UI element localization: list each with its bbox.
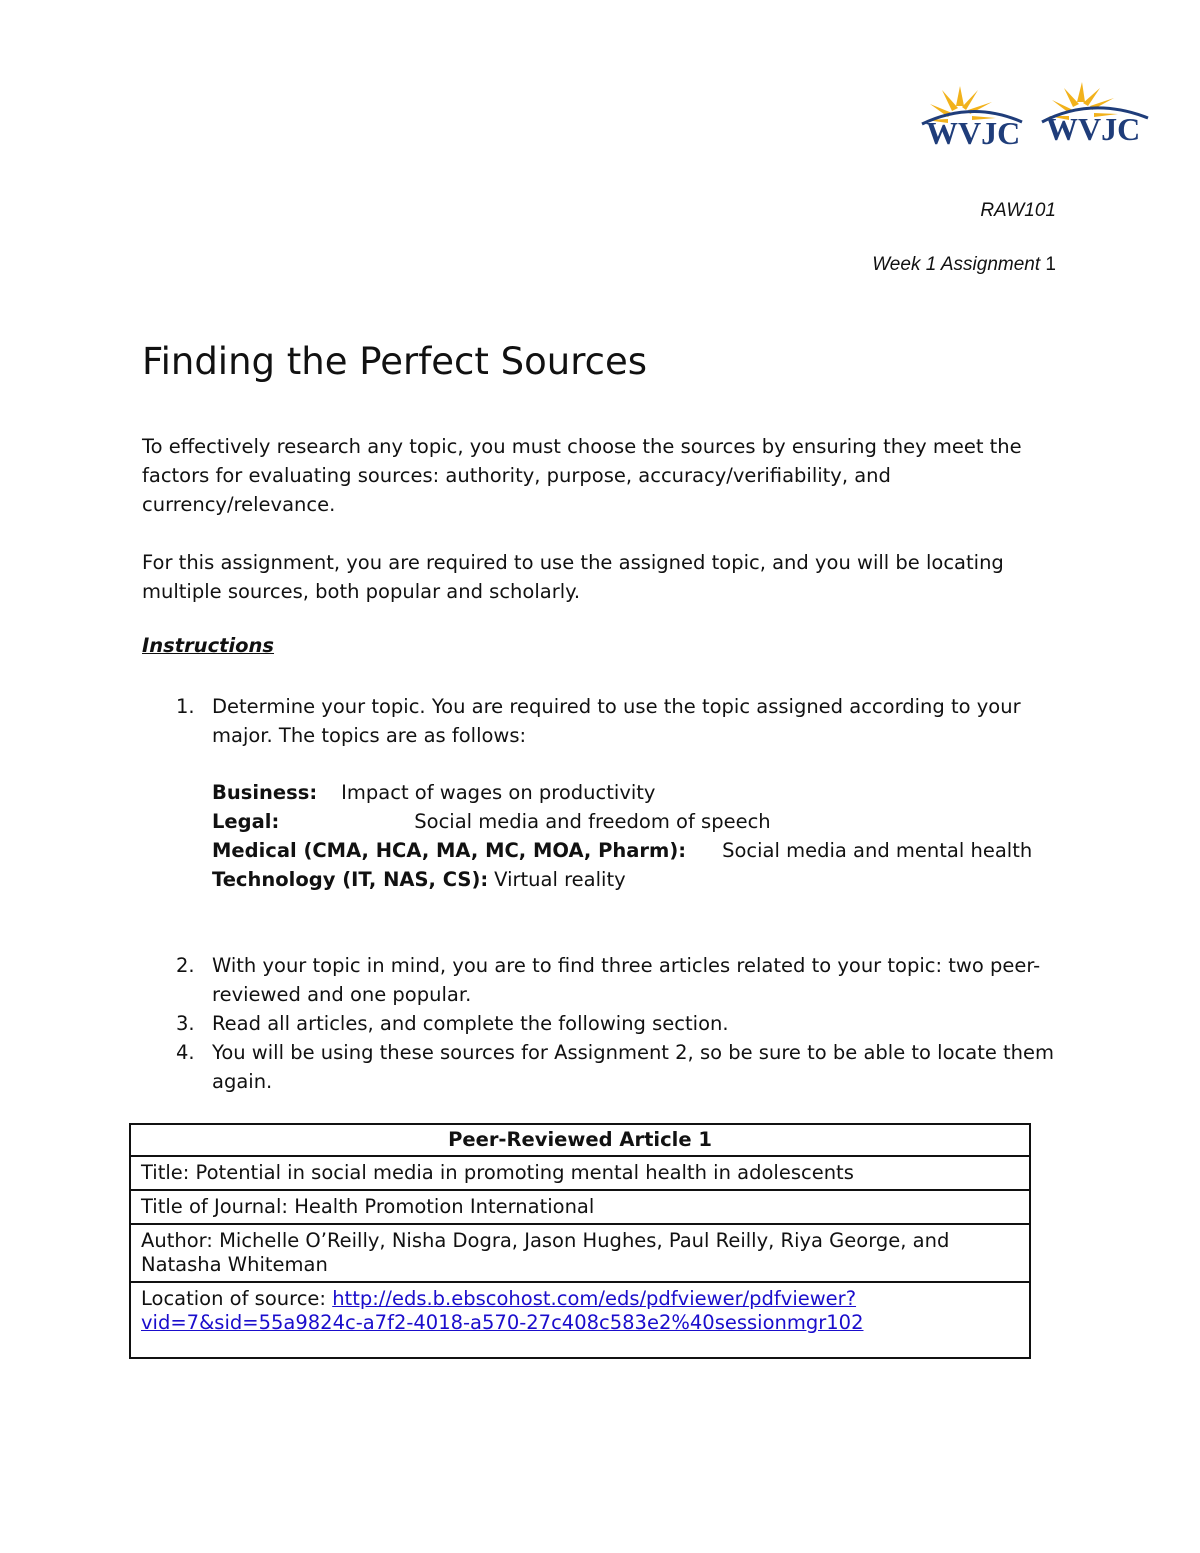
list-item <box>142 951 1072 1009</box>
topic-text: Social media and mental health <box>722 839 1033 862</box>
page-title: Finding the Perfect Sources <box>142 340 647 383</box>
article-author-cell: Author: Michelle O’Reilly, Nisha Dogra, Jason Hughes, Paul Reilly, Riya George, and Natasha Whiteman <box>130 1224 1030 1282</box>
course-code: RAW101 <box>980 200 1056 221</box>
article-journal-cell: Title of Journal: Health Promotion International <box>130 1190 1030 1224</box>
table-row <box>130 1224 1030 1282</box>
intro-paragraph: To effectively research any topic, you must choose the sources by ensuring they meet the factors for evaluating sources: authority, purpose, accuracy/verifiability, and currency/relevance. <box>142 435 1022 516</box>
assignment-label <box>872 254 1056 276</box>
table-row <box>130 1282 1030 1358</box>
topic-row <box>212 865 1072 894</box>
list-marker: 4. <box>176 1041 195 1064</box>
logo-text-2: WVJC <box>1046 111 1141 147</box>
list-item-text: You will be using these sources for Assignment 2, so be sure to be able to locate them again. <box>212 1041 1055 1093</box>
article-title-cell: Title: Potential in social media in promoting mental health in adolescents <box>130 1156 1030 1190</box>
instruction-list-continued <box>142 951 1072 1096</box>
list-marker: 3. <box>176 1012 195 1035</box>
topic-text: Virtual reality <box>494 868 626 891</box>
article-table <box>129 1123 1031 1359</box>
topic-row <box>212 836 1072 865</box>
table-row <box>130 1156 1030 1190</box>
logo-text-1: WVJC <box>926 115 1021 151</box>
topic-major: Technology (IT, NAS, CS): <box>212 868 489 891</box>
article-table-heading: Peer-Reviewed Article 1 <box>130 1124 1030 1156</box>
instruction-list <box>142 692 1072 750</box>
location-label: Location of source: <box>141 1287 333 1310</box>
list-item-text: Determine your topic. You are required to use the topic assigned according to your major. The topics are as follows: <box>212 695 1021 747</box>
list-item <box>142 692 1072 750</box>
topic-text: Impact of wages on productivity <box>341 781 656 804</box>
list-marker: 1. <box>176 695 195 718</box>
topic-text: Social media and freedom of speech <box>414 810 771 833</box>
assignment-paragraph: For this assignment, you are required to use the assigned topic, and you will be locating multiple sources, both popular and scholarly. <box>142 551 1004 603</box>
list-item <box>142 1038 1072 1096</box>
source-link[interactable]: http://eds.b.ebscohost.com/eds/pdfviewer/pdfviewer?vid=7&sid=55a9824c-a7f2-4018-a570-27c408c583e2%40sessionmgr102 <box>141 1287 864 1334</box>
topic-major: Legal: <box>212 810 280 833</box>
topic-row <box>212 778 1072 807</box>
topic-major: Business: <box>212 781 318 804</box>
list-item <box>142 1009 1072 1038</box>
topic-row <box>212 807 1072 836</box>
topic-major: Medical (CMA, HCA, MA, MC, MOA, Pharm): <box>212 839 687 862</box>
list-item-text: Read all articles, and complete the following section. <box>212 1012 729 1035</box>
list-item-text: With your topic in mind, you are to find three articles related to your topic: two peer-reviewed and one popular. <box>212 954 1041 1006</box>
article-location-cell <box>130 1282 1030 1358</box>
table-row <box>130 1190 1030 1224</box>
list-marker: 2. <box>176 954 195 977</box>
assignment-number: 1 <box>1045 254 1056 275</box>
topic-list <box>212 778 1072 894</box>
instructions-heading: Instructions <box>142 634 275 657</box>
table-row <box>130 1124 1030 1156</box>
assignment-label-text: Week 1 Assignment <box>872 254 1041 275</box>
wvjc-logo <box>912 82 1162 152</box>
